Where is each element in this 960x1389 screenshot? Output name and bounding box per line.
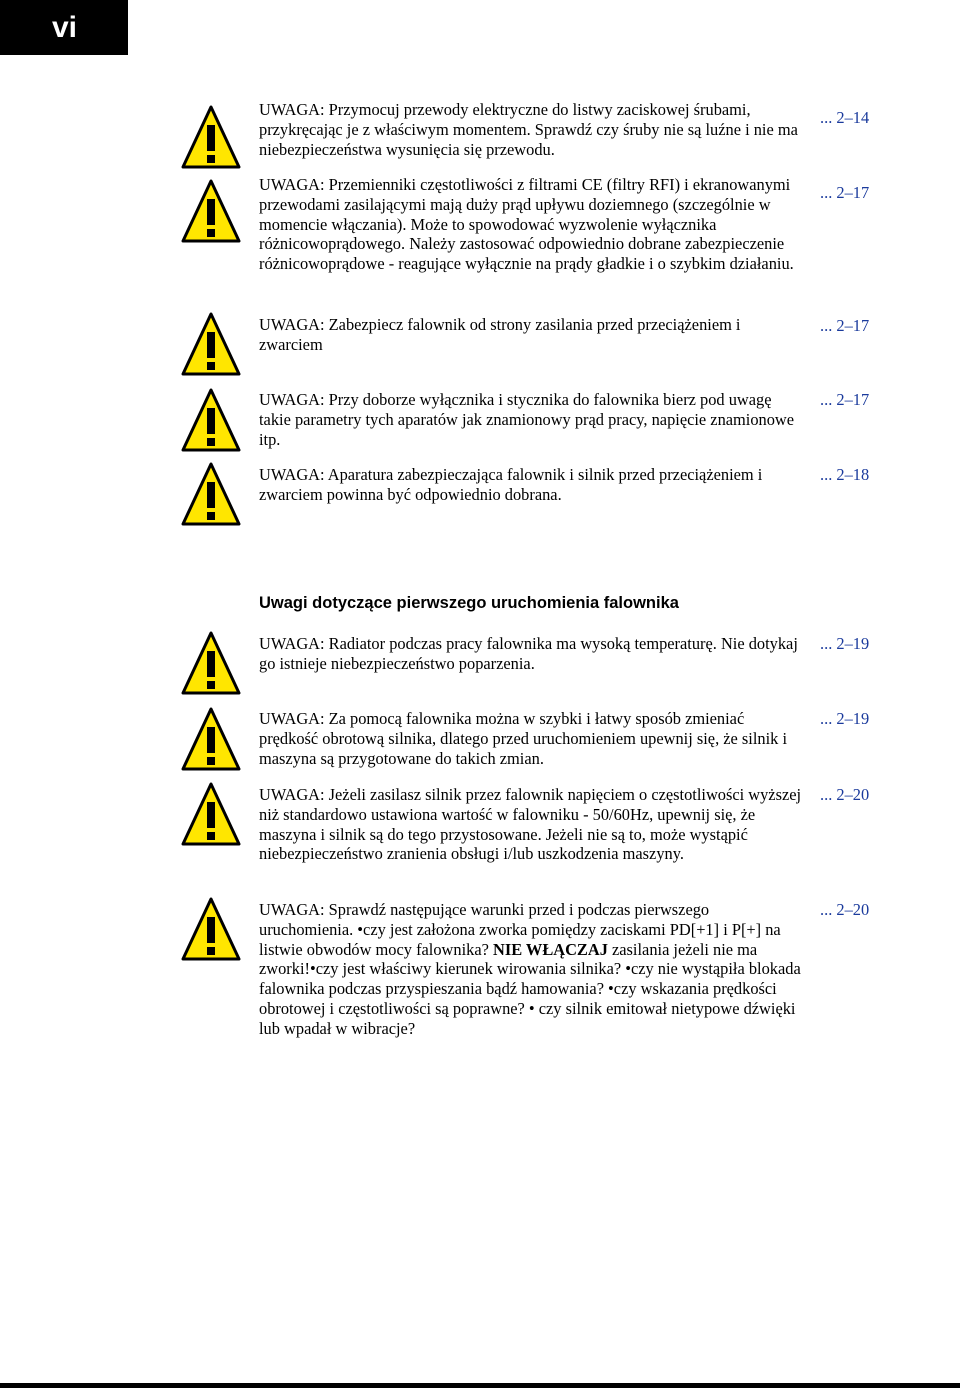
warning-triangle-icon [181,707,241,771]
warning-text: UWAGA: Radiator podczas pracy falownika ma wysoką temperaturę. Nie dotykaj go istnieje niebezpieczeństwo poparzenia. [259,634,798,673]
warning-triangle-icon [181,312,241,376]
page-number: vi [52,10,78,44]
warning-text: UWAGA: Przymocuj przewody elektryczne do listwy zaciskowej śrubami, przykręcając je z właściwym momentem. Sprawdź czy śruby nie są luźne i nie ma niebezpieczeństwa wysunięcia się przewodu. [259,100,798,159]
warning-text: UWAGA: Zabezpiecz falownik od strony zasilania przed przeciążeniem i zwarciem [259,315,741,354]
warning-text: UWAGA: Przy doborze wyłącznika i stycznika do falownika bierz pod uwagę takie parametry tych aparatów jak znamionowy prąd pracy, napięcie znamionowe itp. [259,390,795,449]
warning-triangle-icon [181,388,241,452]
warning-triangle-icon [181,782,241,846]
warning-text-part: UWAGA: Sprawdź następujące warunki przed i podczas pierwszego uruchomienia. •czy jest założona zworka pomiędzy zaciskami PD[+1] i P[+] na listwie obwodów mocy falownika? [259,900,781,959]
warning-text [259,900,804,1039]
warning-text-emphasis: NIE WŁĄCZAJ [492,939,608,959]
warning-text: UWAGA: Przemienniki częstotliwości z filtrami CE (filtry RFI) i ekranowanymi przewodami zasilającymi mają duży prąd upływu doziemnego (szczególnie w momencie włączania). Może to spowodować wyzwolenie wyłącznika różnicowoprądowego. Należy zastosować odpowiednio dobrane zabezpieczenie różnicowoprądowe - reagujące wyłącznie na prądy gładkie i o szybkim działaniu. [259,175,794,274]
page-reference: ... 2–20 [820,785,870,804]
warning-triangle-icon [181,462,241,526]
page-reference: ... 2–14 [820,108,870,127]
warning-triangle-icon [181,897,241,961]
page-reference: ... 2–20 [820,900,870,919]
section-title: Uwagi dotyczące pierwszego uruchomienia falownika [259,594,679,612]
warning-triangle-icon [181,179,241,243]
warning-text: UWAGA: Aparatura zabezpieczająca falownik i silnik przed przeciążeniem i zwarciem powinna być odpowiednio dobrana. [259,465,763,504]
footer-rule [0,1383,960,1388]
warning-text: UWAGA: Za pomocą falownika można w szybki i łatwy sposób zmieniać prędkość obrotową silnika, dlatego przed uruchomieniem upewnij się, że silnik i maszyna są przygotowane do takich zmian. [259,709,788,768]
page-reference: ... 2–19 [820,709,870,728]
page-reference: ... 2–17 [820,183,870,202]
warning-text-part: zasilania jeżeli nie ma zworki!•czy jest właściwy kierunek wirowania silnika? •czy nie wystąpiła blokada falownika podczas przyspieszania bądź hamowania? •czy wskazania prędkości obrotowej i częstotliwości są poprawne? • czy silnik emitował nietypowe dźwięki lub wpadał w wibracje? [259,939,801,1038]
warning-text: UWAGA: Jeżeli zasilasz silnik przez falownik napięciem o częstotliwości wyższej niż standardowo ustawiona wartość w falowniku - 50/60Hz, upewnij się, że maszyna i silnik są do tego przystosowane. Jeżeli nie są to, może wystąpić niebezpieczeństwo zranienia obsługi i/lub uszkodzenia maszyny. [259,785,802,864]
page-reference: ... 2–19 [820,634,870,653]
page-reference: ... 2–17 [820,316,870,335]
page-reference: ... 2–17 [820,390,870,409]
warning-triangle-icon [181,105,241,169]
warning-triangle-icon [181,631,241,695]
page-reference: ... 2–18 [820,465,870,484]
page-number-tab [0,0,128,55]
